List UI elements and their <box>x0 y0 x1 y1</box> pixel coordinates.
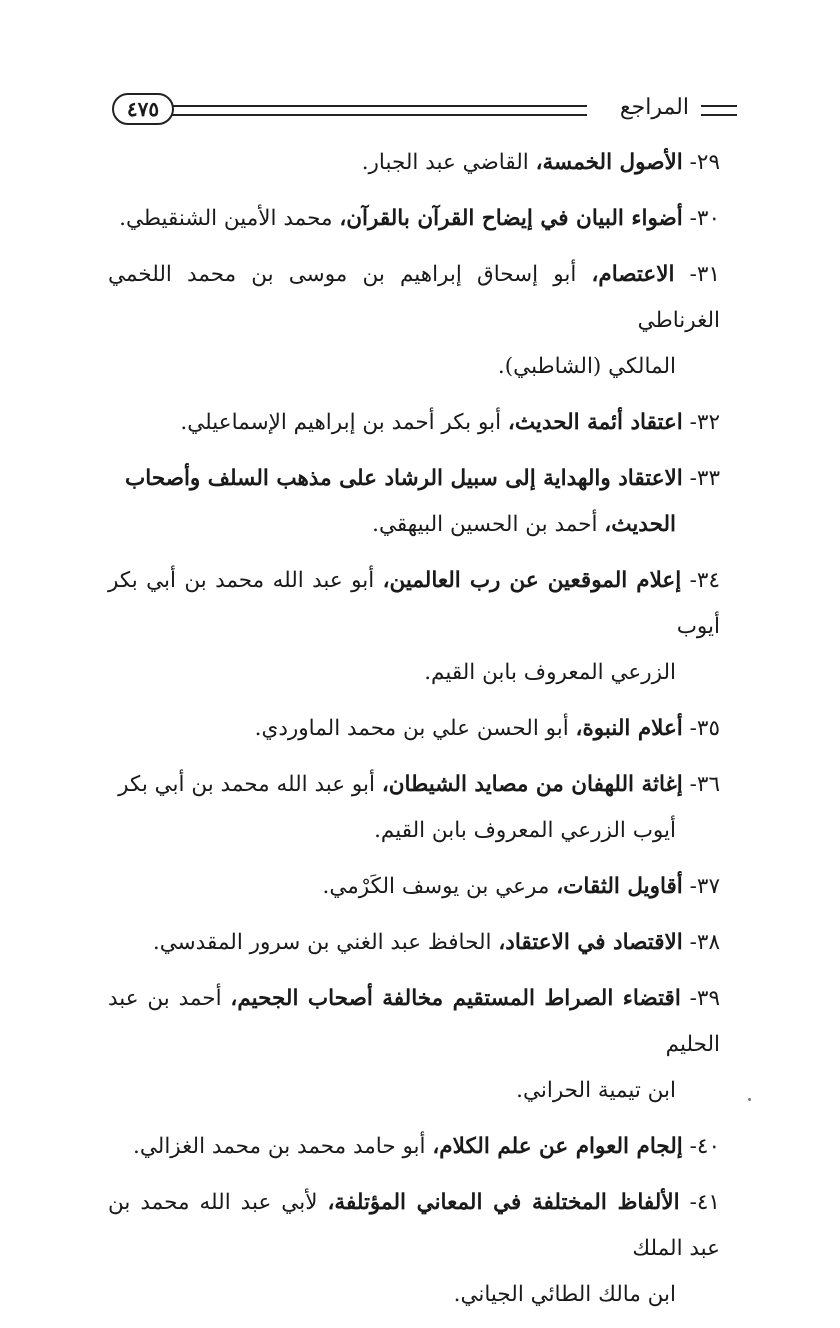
entry-title: أضواء البيان في إيضاح القرآن بالقرآن، <box>339 206 683 231</box>
entry-author: مرعي بن يوسف الكَرْمي. <box>322 874 557 899</box>
entry-author: أحمد بن الحسين البيهقي. <box>372 512 605 537</box>
entry-author: الحافظ عبد الغني بن سرور المقدسي. <box>152 930 499 955</box>
header-title: المراجع <box>619 95 689 120</box>
reference-entry <box>108 762 720 854</box>
header-rule-right <box>701 105 737 116</box>
entry-title: أقاويل الثقات، <box>556 874 683 899</box>
reference-entry <box>108 920 720 966</box>
reference-entry <box>108 1124 720 1170</box>
reference-entry <box>108 976 720 1114</box>
header-rule <box>168 105 587 116</box>
entry-continuation <box>108 502 720 548</box>
entry-number: ٣٢- <box>689 410 720 435</box>
entry-author: أبو الحسن علي بن محمد الماوردي. <box>254 716 576 741</box>
reference-entry <box>108 400 720 446</box>
entry-number: ٣٦- <box>689 772 720 797</box>
entry-author: لأبي عبد الله محمد بن عبد الملك <box>108 1190 720 1261</box>
scan-speck <box>748 1098 751 1101</box>
entry-continuation: ابن مالك الطائي الجياني. <box>453 1282 676 1307</box>
running-header <box>112 93 737 129</box>
entry-title: إعلام الموقعين عن رب العالمين، <box>382 568 682 593</box>
entry-title: الاقتصاد في الاعتقاد، <box>498 930 683 955</box>
entry-title: اعتقاد أئمة الحديث، <box>507 410 683 435</box>
entry-title: الأصول الخمسة، <box>535 150 683 175</box>
reference-list <box>108 140 720 1328</box>
reference-entry <box>108 864 720 910</box>
entry-author: أبو عبد الله محمد بن أبي بكر <box>118 772 382 797</box>
entry-title: الاعتقاد والهداية إلى سبيل الرشاد على مذهب السلف وأصحاب <box>125 466 683 491</box>
entry-author: أبو عبد الله محمد بن أبي بكر أيوب <box>108 568 720 639</box>
entry-title: إلجام العوام عن علم الكلام، <box>432 1134 683 1159</box>
reference-entry <box>108 558 720 696</box>
entry-author: القاضي عبد الجبار. <box>361 150 536 175</box>
entry-number: ٣١- <box>689 262 720 287</box>
page-number: ٤٧٥ <box>112 93 174 125</box>
entry-continuation: أيوب الزرعي المعروف بابن القيم. <box>374 818 676 843</box>
entry-author: أبو بكر أحمد بن إبراهيم الإسماعيلي. <box>180 410 508 435</box>
entry-continuation: المالكي (الشاطبي). <box>497 354 676 379</box>
entry-title: أعلام النبوة، <box>575 716 683 741</box>
entry-number: ٣٥- <box>689 716 720 741</box>
entry-title: الألفاظ المختلفة في المعاني المؤتلفة، <box>327 1190 680 1215</box>
reference-entry <box>108 140 720 186</box>
entry-number: ٤٠- <box>689 1134 720 1159</box>
entry-number: ٣٠- <box>689 206 720 231</box>
entry-continuation: ابن تيمية الحراني. <box>516 1078 676 1103</box>
entry-number: ٣٩- <box>689 986 721 1011</box>
entry-title: الاعتصام، <box>591 262 675 287</box>
entry-author: أحمد بن عبد الحليم <box>108 986 720 1057</box>
entry-number: ٤١- <box>689 1190 720 1215</box>
reference-entry <box>108 196 720 242</box>
reference-entry <box>108 706 720 752</box>
reference-entry <box>108 1180 720 1318</box>
reference-entry <box>108 252 720 390</box>
reference-entry <box>108 456 720 548</box>
entry-title: اقتضاء الصراط المستقيم مخالفة أصحاب الجحيم، <box>230 986 681 1011</box>
entry-number: ٣٧- <box>689 874 720 899</box>
entry-number: ٣٨- <box>689 930 720 955</box>
entry-author: محمد الأمين الشنقيطي. <box>119 206 340 231</box>
entry-continuation: الزرعي المعروف بابن القيم. <box>424 660 676 685</box>
entry-title: إغاثة اللهفان من مصايد الشيطان، <box>381 772 683 797</box>
entry-author: أبو حامد محمد بن محمد الغزالي. <box>133 1134 433 1159</box>
entry-number: ٣٤- <box>689 568 720 593</box>
entry-number: ٣٣- <box>689 466 720 491</box>
entry-author: أبو إسحاق إبراهيم بن موسى بن محمد اللخمي الغرناطي <box>108 262 720 333</box>
entry-number: ٢٩- <box>689 150 720 175</box>
entry-title-continuation: الحديث، <box>604 512 676 537</box>
